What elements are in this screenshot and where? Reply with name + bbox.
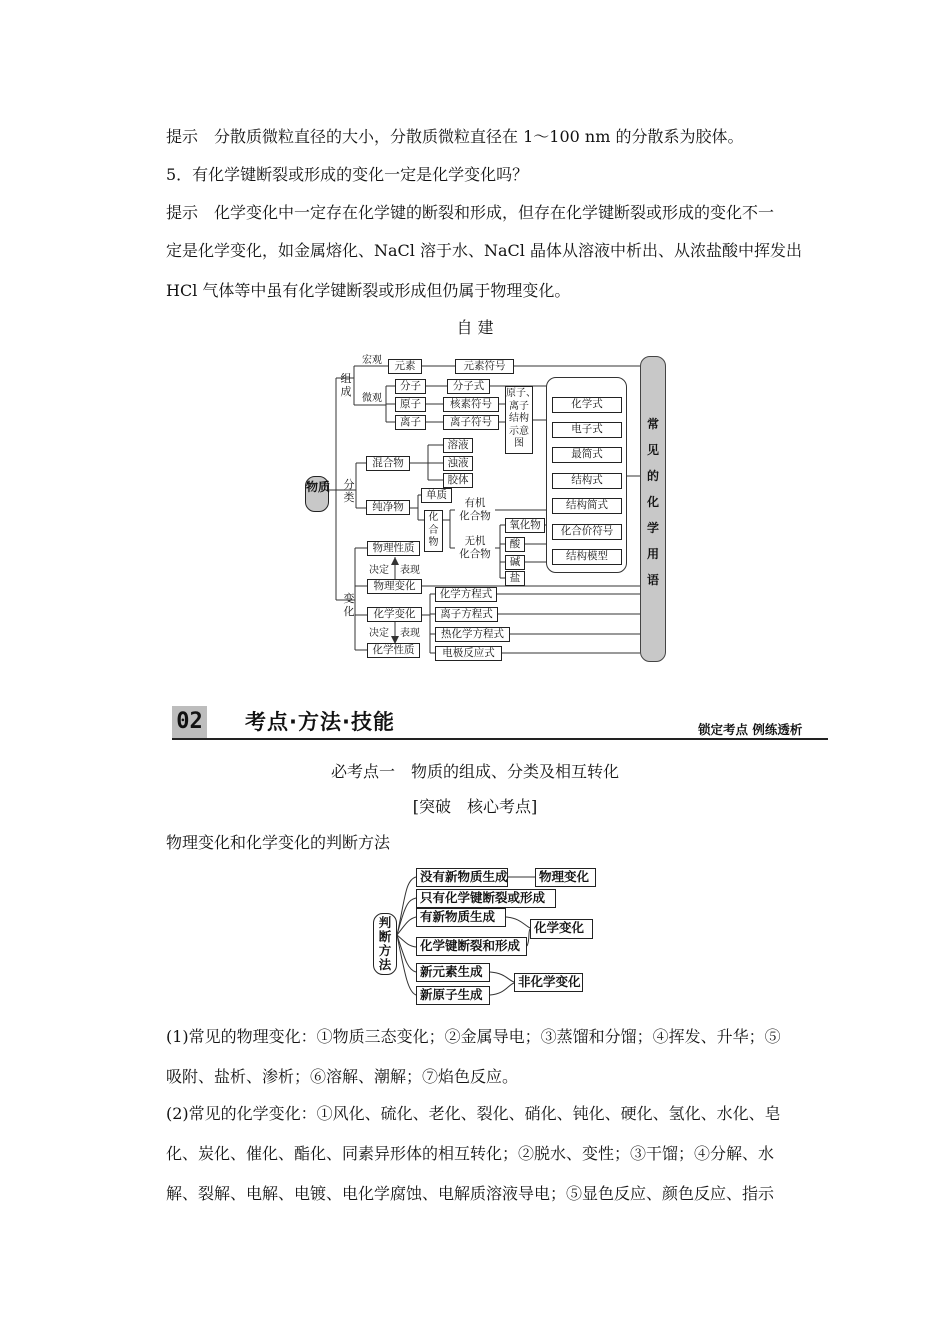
physical-changes-line: 吸附、盐析、渗析；⑥溶解、潮解；⑦焰色反应。 — [166, 1067, 519, 1086]
new-atom-box: 新原子生成 — [416, 986, 490, 1005]
chemical-change-box: 化学变化 — [367, 607, 422, 622]
chemical-equation-box: 化学方程式 — [435, 587, 497, 602]
term-structural-model: 结构模型 — [552, 549, 622, 565]
colloid-box: 胶体 — [443, 473, 473, 488]
element-box: 元素 — [388, 359, 422, 374]
judgement-method-root: 判 断 方 法 — [373, 913, 397, 975]
oxide-box: 氧化物 — [505, 518, 545, 533]
new-substance-box: 有新物质生成 — [416, 908, 506, 927]
hint-line: 提示 分散质微粒直径的大小，分散质微粒直径在 1～100 nm 的分散系为胶体。 — [166, 127, 744, 146]
atom-box: 原子 — [395, 397, 426, 412]
term-condensed-structural-formula: 结构简式 — [552, 498, 622, 514]
hint-line: 提示 化学变化中一定存在化学键的断裂和形成，但存在化学键断裂或形成的变化不一 — [166, 203, 775, 222]
term-structural-formula: 结构式 — [552, 473, 622, 489]
chemical-changes-line: 解、裂解、电解、电镀、电化学腐蚀、电解质溶液导电；⑤显色反应、颜色反应、指示 — [166, 1184, 775, 1203]
ion-symbol-box: 离子符号 — [443, 415, 499, 430]
chemical-change-result: 化学变化 — [530, 919, 593, 939]
manifests-label: 表现 — [400, 628, 420, 639]
pure-substance-box: 纯净物 — [366, 500, 410, 515]
ionic-equation-box: 离子方程式 — [435, 607, 498, 622]
elemental-substance-box: 单质 — [421, 488, 452, 503]
molecule-box: 分子 — [395, 379, 426, 394]
branch-change-label: 变 化 — [343, 592, 355, 618]
section-subtitle: 自 建 — [456, 318, 494, 337]
chemical-changes-line: (2)常见的化学变化：①风化、硫化、老化、裂化、硝化、钝化、硬化、氢化、水化、皂 — [166, 1104, 781, 1123]
physical-property-box: 物理性质 — [367, 541, 420, 556]
only-bond-change-box: 只有化学键断裂或形成 — [416, 889, 556, 908]
non-chemical-change-result: 非化学变化 — [514, 973, 583, 992]
nuclide-symbol-box: 核素符号 — [443, 397, 499, 412]
base-box: 碱 — [505, 555, 525, 570]
physical-changes-line: (1)常见的物理变化：①物质三态变化；②金属导电；③蒸馏和分馏；④挥发、升华；⑤ — [166, 1027, 781, 1046]
chemical-property-box: 化学性质 — [367, 643, 420, 658]
organic-compound-label: 有机 化合物 — [455, 497, 495, 525]
solution-box: 溶液 — [443, 438, 473, 453]
common-chemical-terms-panel: 常 见 的 化 学 用 语 — [640, 356, 666, 662]
suspension-box: 浊液 — [443, 456, 473, 471]
physical-change-result: 物理变化 — [535, 868, 596, 887]
electrode-reaction-box: 电极反应式 — [435, 646, 502, 661]
breakthrough-label: [突破 核心考点] — [412, 797, 538, 816]
question-5: 5．有化学键断裂或形成的变化一定是化学变化吗？ — [166, 165, 529, 184]
element-symbol-box: 元素符号 — [455, 359, 514, 374]
ion-box: 离子 — [395, 415, 426, 430]
branch-composition-label: 组 成 — [340, 372, 352, 398]
manifests-label: 表现 — [400, 565, 420, 576]
hint-line: 定是化学变化，如金属熔化、NaCl 溶于水、NaCl 晶体从溶液中析出、从浓盐酸中挥发出 — [166, 241, 802, 260]
physical-change-box: 物理变化 — [367, 579, 422, 594]
micro-label: 微观 — [362, 393, 382, 404]
salt-box: 盐 — [505, 571, 525, 586]
method-title: 物理变化和化学变化的判断方法 — [166, 833, 391, 852]
determines-label: 决定 — [369, 628, 389, 639]
inorganic-compound-label: 无机 化合物 — [455, 535, 495, 563]
mixture-box: 混合物 — [366, 456, 410, 471]
chemical-changes-line: 化、炭化、催化、酯化、同素异形体的相互转化；②脱水、变性；③干馏；④分解、水 — [166, 1144, 775, 1163]
root-substance: 物质 — [305, 476, 329, 512]
hint-line: HCl 气体等中虽有化学键断裂或形成但仍属于物理变化。 — [166, 281, 571, 300]
term-empirical-formula: 最简式 — [552, 447, 622, 463]
section-title: 考点·方法·技能 — [245, 710, 395, 734]
compound-box: 化 合 物 — [424, 510, 443, 552]
no-new-substance-box: 没有新物质生成 — [416, 868, 508, 887]
new-element-box: 新元素生成 — [416, 963, 490, 982]
thermochemical-equation-box: 热化学方程式 — [435, 627, 510, 642]
section-tagline: 锁定考点 例练透析 — [698, 722, 803, 737]
acid-box: 酸 — [505, 537, 525, 552]
molecular-formula-box: 分子式 — [447, 379, 490, 394]
key-point-title: 必考点一 物质的组成、分类及相互转化 — [330, 762, 619, 781]
bond-break-form-box: 化学键断裂和形成 — [416, 937, 527, 956]
term-electron-formula: 电子式 — [552, 422, 622, 438]
determines-label: 决定 — [369, 565, 389, 576]
term-chemical-formula: 化学式 — [552, 397, 622, 413]
branch-classification-label: 分 类 — [343, 478, 355, 504]
term-valence-symbol: 化合价符号 — [552, 524, 622, 540]
macro-label: 宏观 — [362, 355, 382, 366]
structure-diagram-box: 原子、 离子 结构 示意 图 — [505, 386, 533, 454]
section-number: 02 — [176, 709, 203, 734]
